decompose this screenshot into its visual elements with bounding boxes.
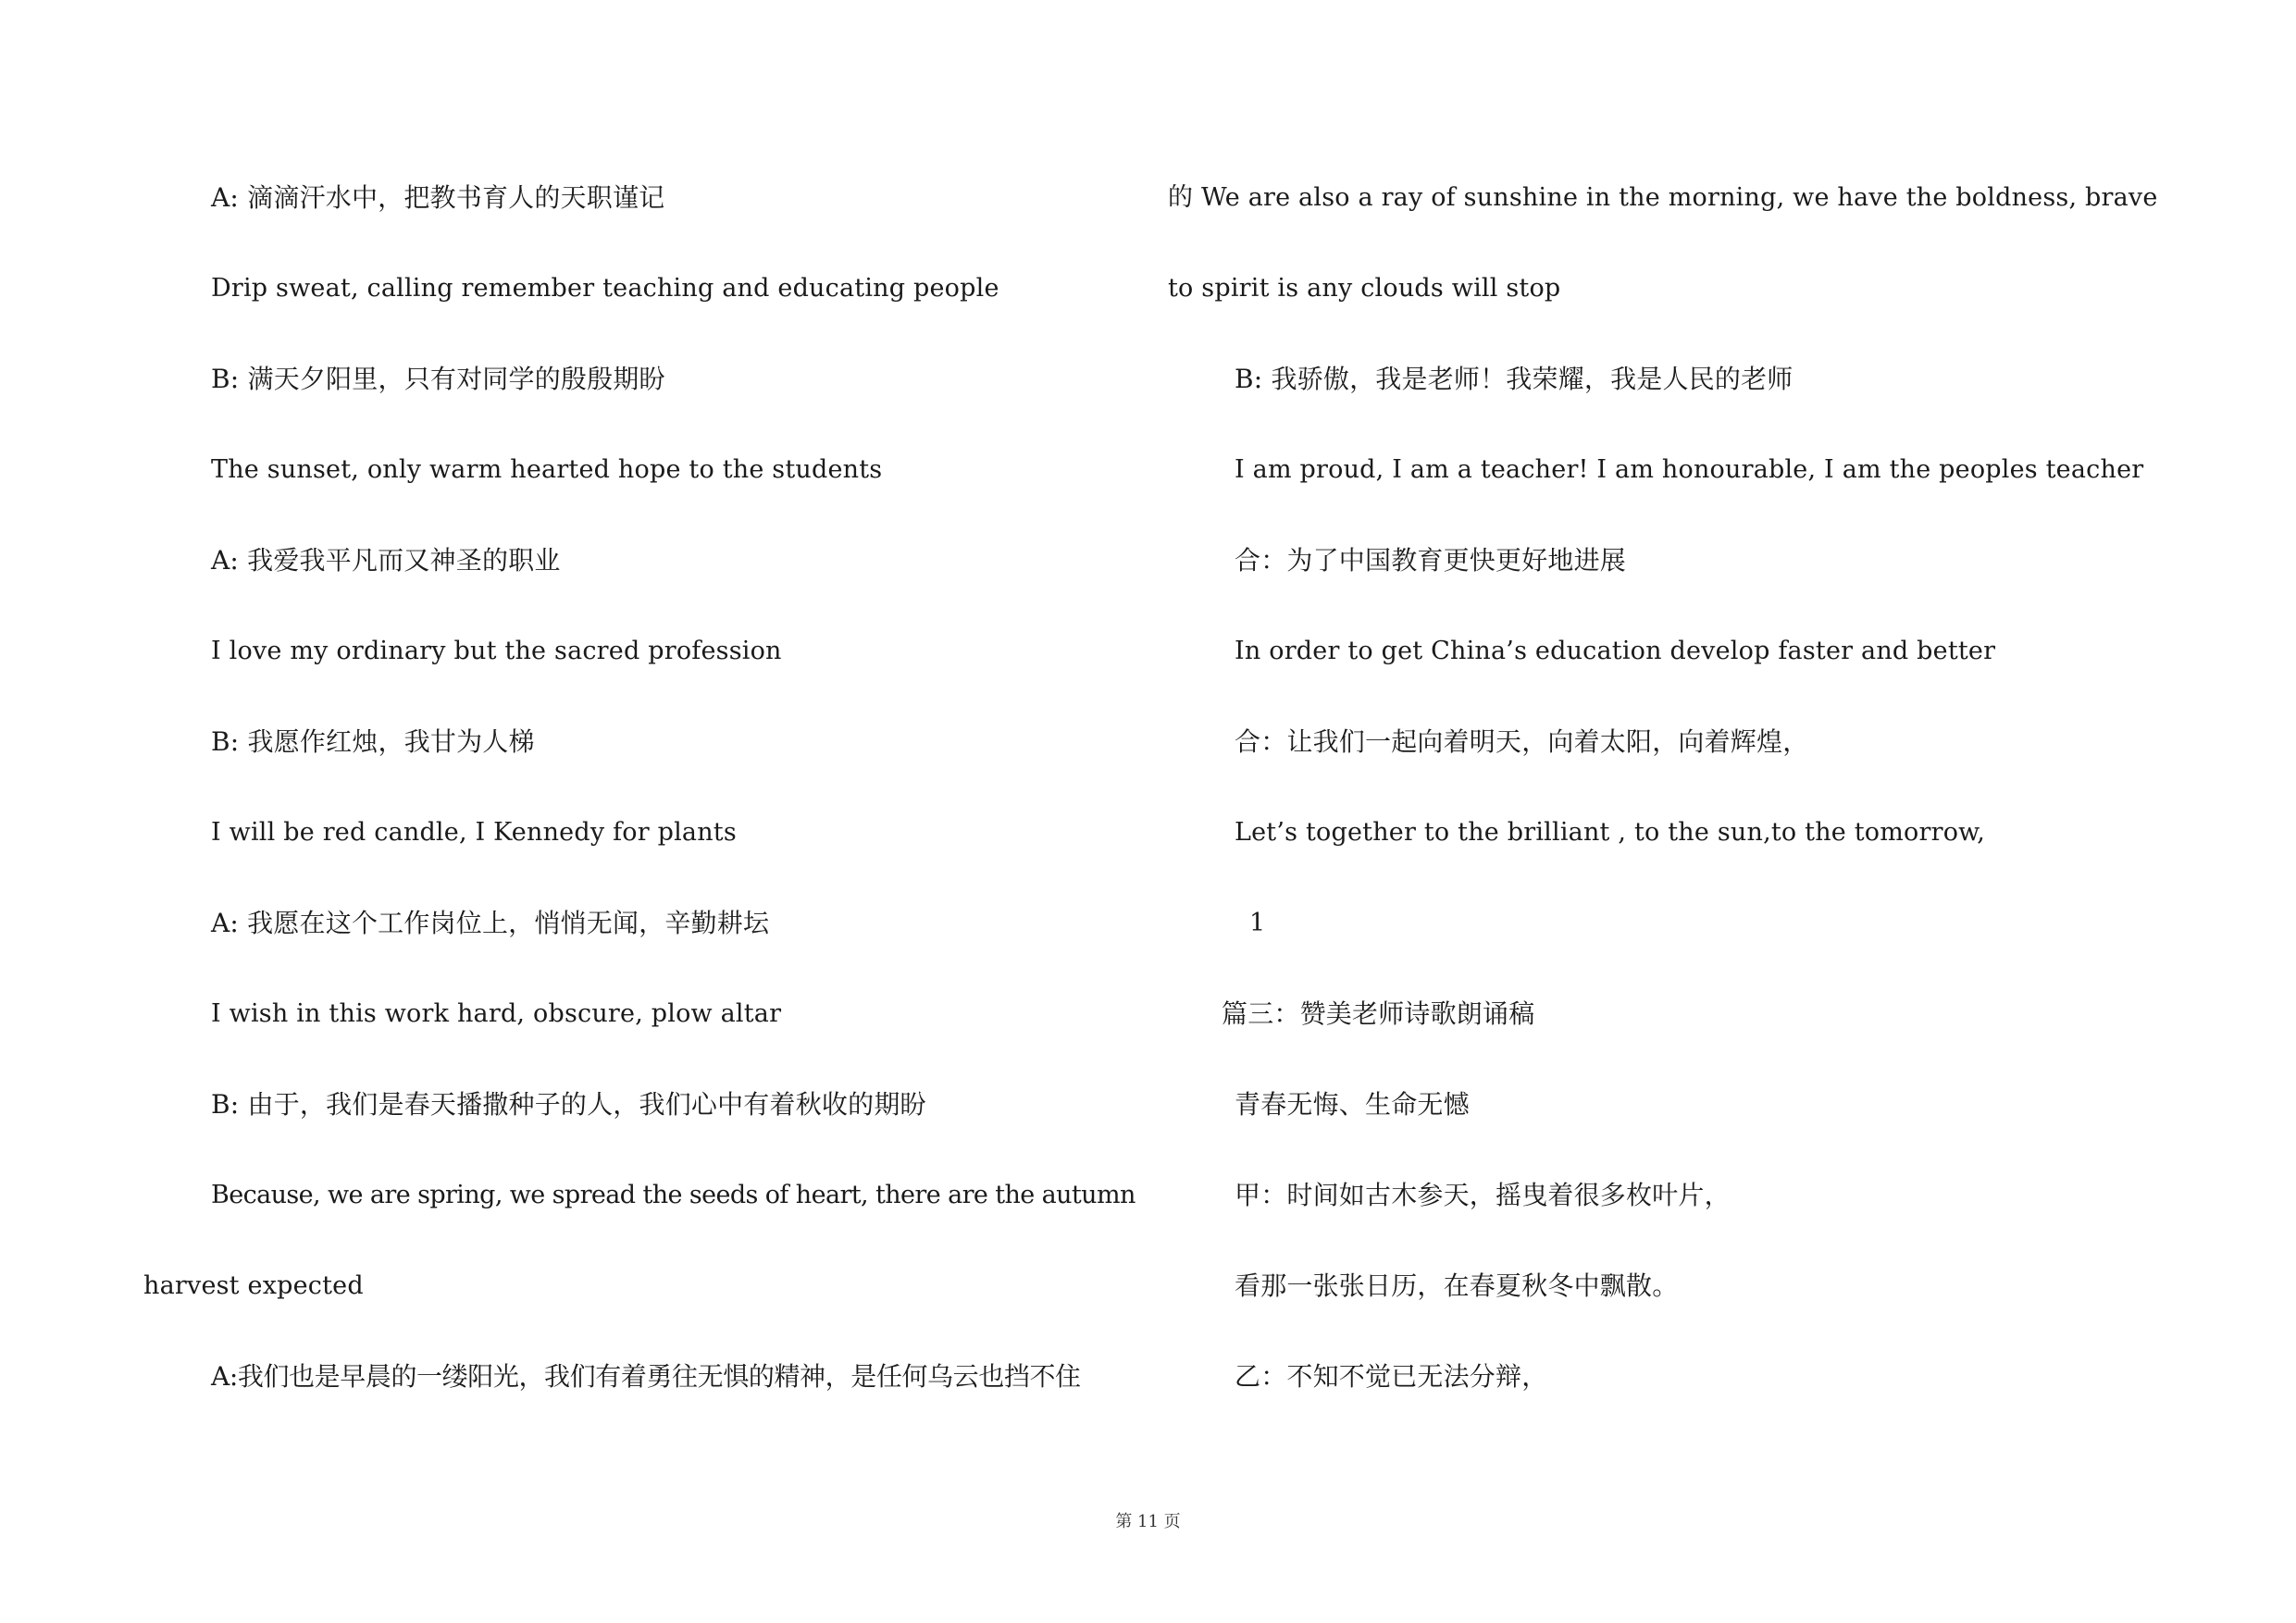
text-line: I will be red candle, I Kennedy for plants (211, 818, 737, 847)
text-line: 看那一张张日历，在春夏秋冬中飘散。 (1235, 1270, 1679, 1301)
text-line: Let’s together to the brilliant , to the sun,to the tomorrow, (1235, 818, 1986, 847)
text-line: A: 我愿在这个工作岗位上，悄悄无闻，辛勤耕坛 (211, 908, 770, 938)
section-heading: 篇三：赞美老师诗歌朗诵稿 (1222, 998, 1535, 1029)
text-line: B: 我骄傲，我是老师！我荣耀，我是人民的老师 (1235, 364, 1793, 394)
text-line: Because, we are spring, we spread the seeds of heart, there are the autumn (211, 1181, 1136, 1209)
text-line: B: 由于，我们是春天播撒种子的人，我们心中有着秋收的期盼 (211, 1089, 926, 1120)
text-line: Drip sweat, calling remember teaching and educating people (211, 274, 999, 303)
text-line: 的 We are also a ray of sunshine in the morning, we have the boldness, brave (1168, 183, 2158, 212)
text-line: 合：让我们一起向着明天，向着太阳，向着辉煌， (1235, 726, 1809, 757)
text-line: I love my ordinary but the sacred profession (211, 637, 782, 665)
text-line: 合：为了中国教育更快更好地进展 (1235, 545, 1627, 576)
text-line: B: 我愿作红烛，我甘为人梯 (211, 726, 535, 757)
text-line: 甲：时间如古木参天，摇曳着很多枚叶片， (1235, 1180, 1731, 1210)
text-line: I wish in this work hard, obscure, plow altar (211, 999, 782, 1028)
text-line: A: 滴滴汗水中，把教书育人的天职谨记 (211, 182, 665, 213)
text-line: The sunset, only warm hearted hope to the students (211, 455, 883, 484)
text-line: I am proud, I am a teacher! I am honourable, I am the peoples teacher (1235, 455, 2144, 484)
text-line: A:我们也是早晨的一缕阳光，我们有着勇往无惧的精神，是任何乌云也挡不住 (211, 1361, 1081, 1392)
page-number: 第 11 页 (1115, 1512, 1181, 1531)
text-line: In order to get China’s education develop faster and better (1235, 637, 1996, 665)
text-line: harvest expected (143, 1271, 364, 1300)
text-line: B: 满天夕阳里，只有对同学的殷殷期盼 (211, 364, 665, 394)
text-line: 青春无悔、生命无憾 (1235, 1089, 1470, 1120)
text-line: 乙：不知不觉已无法分辩， (1235, 1361, 1548, 1392)
list-number: 1 (1249, 909, 1266, 937)
text-line: to spirit is any clouds will stop (1168, 274, 1561, 303)
text-line: A: 我爱我平凡而又神圣的职业 (211, 545, 561, 576)
